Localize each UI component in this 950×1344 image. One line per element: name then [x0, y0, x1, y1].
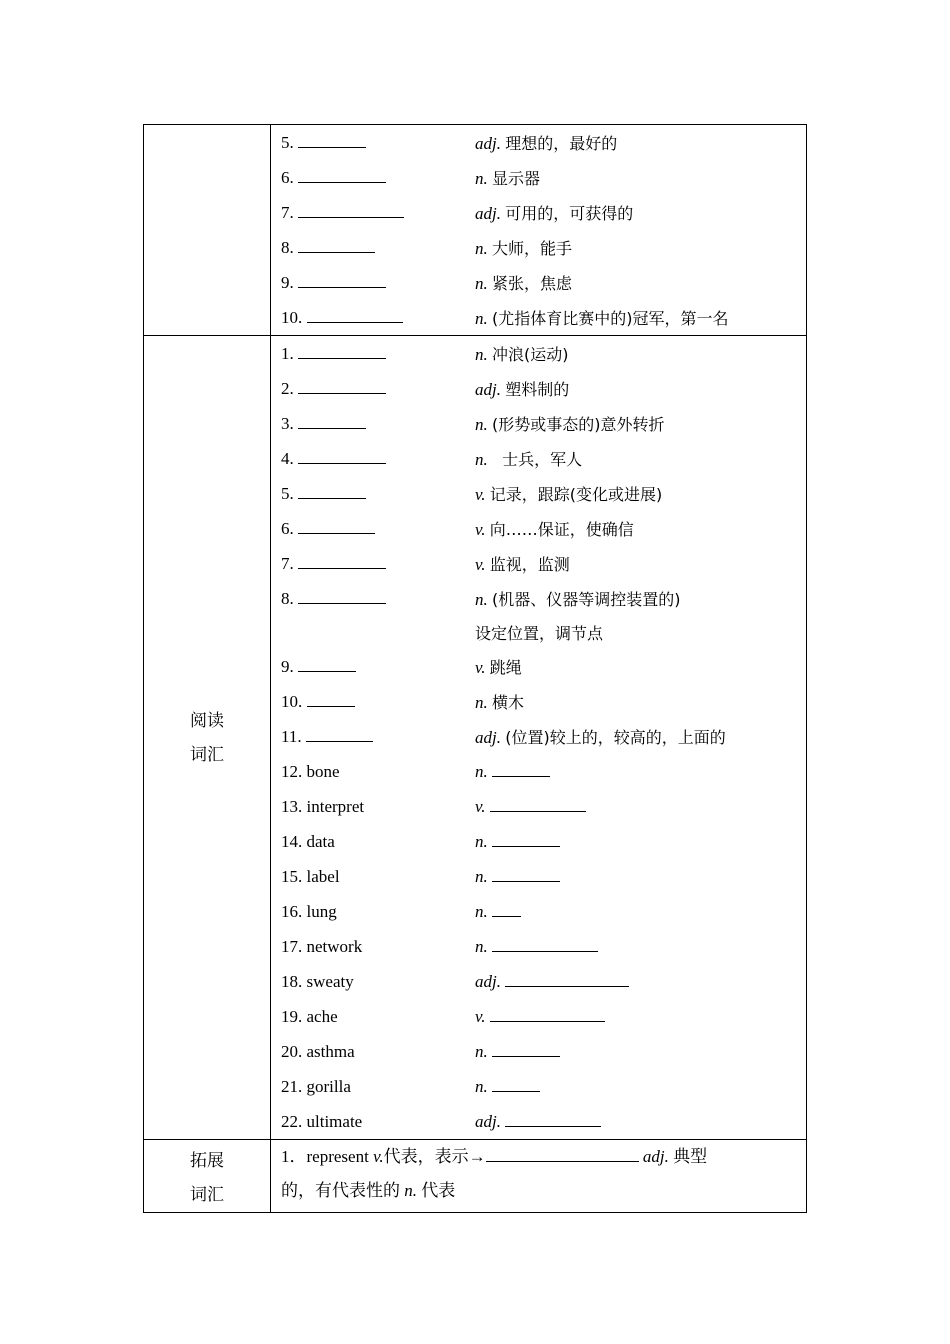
english-word: network [306, 936, 363, 956]
part-of-speech: n. [404, 1181, 417, 1200]
english-word: gorilla [306, 1076, 351, 1096]
answer-blank[interactable] [505, 1112, 601, 1127]
part-of-speech: adj. [475, 728, 501, 747]
word-cell [281, 168, 475, 188]
chinese-meaning: (形势或事态的)意外转折 [492, 415, 665, 434]
word-cell [281, 972, 475, 992]
chinese-meaning: 紧张，焦虑 [492, 274, 573, 293]
answer-blank[interactable] [492, 1077, 540, 1092]
chinese-meaning: 塑料制的 [505, 380, 570, 399]
meaning-cell [475, 482, 806, 505]
extension-line-2 [281, 1174, 796, 1208]
vocabulary-table [143, 124, 807, 1213]
answer-blank[interactable] [298, 657, 356, 672]
part-of-speech: n. [475, 345, 488, 364]
section-row-1 [144, 125, 807, 336]
word-cell [281, 203, 475, 223]
word-cell [281, 1077, 475, 1097]
answer-blank[interactable] [492, 762, 550, 777]
item-number: 10. [281, 691, 303, 711]
item-number: 9. [281, 656, 294, 676]
english-word: bone [306, 761, 340, 781]
word-cell [281, 1112, 475, 1132]
answer-blank[interactable] [490, 1007, 605, 1022]
vocab-row [281, 300, 806, 335]
meaning-cell [475, 587, 806, 610]
item-number: 15. [281, 866, 303, 886]
part-of-speech: n. [475, 274, 488, 293]
answer-blank[interactable] [492, 832, 560, 847]
item-number: 6. [281, 167, 294, 187]
meaning-cell [475, 655, 806, 678]
meaning-cell [475, 1007, 806, 1027]
part-of-speech: v. [475, 555, 486, 574]
meaning-cell [475, 447, 806, 470]
word-cell [281, 937, 475, 957]
item-number: 8. [281, 237, 294, 257]
vocab-row [281, 336, 806, 371]
item-number: 10. [281, 307, 303, 327]
item-number: 3. [281, 413, 294, 433]
answer-blank[interactable] [492, 937, 598, 952]
word-cell [281, 484, 475, 504]
word-cell [281, 554, 475, 574]
word-cell [281, 1042, 475, 1062]
meaning-cell [475, 867, 806, 887]
section-row-3 [144, 1140, 807, 1213]
ext-text: 的，有代表性的 [281, 1181, 405, 1200]
answer-blank[interactable] [298, 379, 386, 394]
vocab-row [281, 929, 806, 964]
chinese-meaning: 向……保证，使确信 [489, 520, 634, 539]
answer-blank[interactable] [298, 414, 366, 429]
vocab-row [281, 684, 806, 719]
answer-blank[interactable] [486, 1147, 639, 1162]
meaning-cell [475, 690, 806, 713]
chinese-meaning: 冲浪(运动) [492, 345, 569, 364]
vocab-row [281, 859, 806, 894]
word-cell [281, 519, 475, 539]
part-of-speech: v. [475, 485, 486, 504]
vocab-row [281, 1069, 806, 1104]
chinese-meaning: 士兵，军人 [492, 450, 583, 469]
chinese-meaning: 显示器 [492, 169, 541, 188]
word-cell [281, 797, 475, 817]
chinese-meaning: 跳绳 [489, 658, 522, 677]
ext-text: 代表 [421, 1181, 456, 1200]
chinese-meaning: 监视，监测 [489, 555, 570, 574]
meaning-cell [475, 342, 806, 365]
answer-blank[interactable] [492, 902, 521, 917]
meaning-cell [475, 236, 806, 259]
section-label-reading [144, 336, 271, 1140]
part-of-speech: n. [475, 239, 488, 258]
part-of-speech: adj. [475, 971, 501, 991]
meaning-cell [475, 517, 806, 540]
item-number: 17. [281, 936, 303, 956]
part-of-speech: v. [475, 520, 486, 539]
word-cell [281, 657, 475, 677]
vocab-row [281, 719, 806, 754]
ext-text: 典型 [673, 1147, 708, 1166]
meaning-cell [475, 725, 806, 748]
label-line: 拓展 [190, 1151, 224, 1171]
part-of-speech: v. [475, 796, 486, 816]
meaning-cell [475, 797, 806, 817]
part-of-speech: n. [475, 1076, 488, 1096]
answer-blank[interactable] [492, 1042, 560, 1057]
part-of-speech: n. [475, 831, 488, 851]
section-label-extension [144, 1140, 271, 1213]
vocab-row [281, 964, 806, 999]
word-cell [281, 379, 475, 399]
vocab-row [281, 265, 806, 300]
part-of-speech: adj. [638, 1147, 669, 1166]
meaning-cell [475, 832, 806, 852]
item-number: 21. [281, 1076, 303, 1096]
meaning-cell [475, 271, 806, 294]
answer-blank[interactable] [298, 168, 386, 183]
vocab-row [281, 999, 806, 1034]
section-label-empty [144, 125, 271, 336]
part-of-speech: adj. [475, 380, 501, 399]
word-cell [281, 414, 475, 434]
answer-blank[interactable] [307, 692, 355, 707]
answer-blank[interactable] [298, 344, 386, 359]
meaning-cell [475, 972, 806, 992]
answer-blank[interactable] [492, 867, 560, 882]
vocab-row [281, 546, 806, 581]
vocab-row [281, 824, 806, 859]
vocab-row-continuation [281, 616, 806, 649]
word-cell [281, 238, 475, 258]
part-of-speech: adj. [475, 134, 501, 153]
answer-blank[interactable] [298, 449, 386, 464]
chinese-meaning: 可用的，可获得的 [505, 204, 634, 223]
vocab-row [281, 125, 806, 160]
word-cell [281, 832, 475, 852]
english-word: asthma [306, 1041, 355, 1061]
part-of-speech: n. [475, 450, 488, 469]
label-line: 词汇 [190, 744, 224, 765]
chinese-meaning: 理想的，最好的 [505, 134, 618, 153]
vocab-row [281, 476, 806, 511]
item-number: 6. [281, 518, 294, 538]
ext-text: 代表，表示→ [383, 1147, 486, 1166]
label-line: 词汇 [190, 1185, 224, 1205]
english-word: sweaty [306, 971, 354, 991]
english-word: ultimate [306, 1111, 363, 1131]
answer-blank[interactable] [490, 797, 586, 812]
word-cell [281, 1007, 475, 1027]
meaning-cell [475, 306, 806, 329]
part-of-speech: n. [475, 169, 488, 188]
answer-blank[interactable] [505, 972, 629, 987]
word-cell [281, 308, 475, 328]
part-of-speech: n. [475, 693, 488, 712]
answer-blank[interactable] [298, 554, 386, 569]
part-of-speech: n. [475, 761, 488, 781]
word-cell [281, 589, 475, 609]
part-of-speech: n. [475, 901, 488, 921]
item-number: 12. [281, 761, 303, 781]
extension-line-1 [281, 1140, 796, 1174]
meaning-cell [475, 1042, 806, 1062]
chinese-meaning: 设定位置，调节点 [475, 624, 604, 643]
meaning-cell [475, 166, 806, 189]
label-line: 阅读 [190, 710, 224, 731]
section-content-1 [271, 125, 807, 336]
item-number: 13. [281, 796, 303, 816]
vocab-row [281, 789, 806, 824]
vocab-row [281, 371, 806, 406]
vocab-row [281, 581, 806, 616]
part-of-speech: n. [475, 866, 488, 886]
vocab-row [281, 511, 806, 546]
vocab-row [281, 160, 806, 195]
answer-blank[interactable] [307, 308, 403, 323]
word-cell [281, 762, 475, 782]
part-of-speech: v. [475, 1006, 486, 1026]
vocab-row [281, 195, 806, 230]
row-list [271, 125, 806, 335]
answer-blank[interactable] [298, 484, 366, 499]
word-cell [281, 344, 475, 364]
answer-blank[interactable] [298, 589, 386, 604]
part-of-speech: adj. [475, 1111, 501, 1131]
extension-text [271, 1140, 806, 1208]
part-of-speech: n. [475, 309, 488, 328]
answer-blank[interactable] [298, 133, 366, 148]
part-of-speech: v. [373, 1147, 384, 1166]
answer-blank[interactable] [298, 238, 375, 253]
meaning-cell [475, 131, 806, 154]
part-of-speech: v. [475, 658, 486, 677]
english-word: interpret [306, 796, 365, 816]
chinese-meaning: (机器、仪器等调控装置的) [492, 590, 681, 609]
meaning-cell [475, 1077, 806, 1097]
word-cell [281, 273, 475, 293]
part-of-speech: n. [475, 415, 488, 434]
section-content-3 [271, 1140, 807, 1213]
answer-blank[interactable] [298, 519, 375, 534]
item-number: 1. [281, 343, 294, 363]
section-content-2 [271, 336, 807, 1140]
item-number: 5. [281, 483, 294, 503]
chinese-meaning: 大师，能手 [492, 239, 573, 258]
word-cell [281, 727, 475, 747]
chinese-meaning: 横木 [492, 693, 525, 712]
item-number: 9. [281, 272, 294, 292]
vocab-row [281, 649, 806, 684]
chinese-meaning: 记录，跟踪(变化或进展) [489, 485, 663, 504]
meaning-cell [475, 902, 806, 922]
item-number: 2. [281, 378, 294, 398]
vocab-row [281, 230, 806, 265]
item-number: 18. [281, 971, 303, 991]
english-word: ache [306, 1006, 338, 1026]
meaning-cell [475, 377, 806, 400]
meaning-cell [475, 201, 806, 224]
item-number: 4. [281, 448, 294, 468]
item-number: 11. [281, 726, 302, 746]
answer-blank[interactable] [298, 203, 404, 218]
english-word: label [306, 866, 340, 886]
vocab-row [281, 1104, 806, 1139]
word-cell [281, 692, 475, 712]
word-cell [281, 133, 475, 153]
item-number: 19. [281, 1006, 303, 1026]
part-of-speech: n. [475, 590, 488, 609]
item-number: 20. [281, 1041, 303, 1061]
vocab-row [281, 754, 806, 789]
item-number: 5. [281, 132, 294, 152]
meaning-cell [475, 762, 806, 782]
part-of-speech: n. [475, 936, 488, 956]
section-row-2 [144, 336, 807, 1140]
word-cell [281, 867, 475, 887]
vocab-row [281, 441, 806, 476]
chinese-meaning: (位置)较上的，较高的，上面的 [505, 728, 726, 747]
item-number: 8. [281, 588, 294, 608]
item-number: 22. [281, 1111, 303, 1131]
meaning-cell [475, 937, 806, 957]
meaning-cell [475, 552, 806, 575]
word-cell [281, 902, 475, 922]
answer-blank[interactable] [306, 727, 373, 742]
row-list [271, 336, 806, 1139]
chinese-meaning: (尤指体育比赛中的)冠军，第一名 [492, 309, 729, 328]
item-number: 14. [281, 831, 303, 851]
english-word: lung [306, 901, 337, 921]
part-of-speech: adj. [475, 204, 501, 223]
item-number: 7. [281, 553, 294, 573]
ext-text: 1．represent [281, 1147, 374, 1166]
vocab-row [281, 1034, 806, 1069]
part-of-speech: n. [475, 1041, 488, 1061]
item-number: 16. [281, 901, 303, 921]
word-cell [281, 449, 475, 469]
vocab-row [281, 894, 806, 929]
vocab-row [281, 406, 806, 441]
item-number: 7. [281, 202, 294, 222]
english-word: data [306, 831, 335, 851]
meaning-cell [475, 1112, 806, 1132]
meaning-cell [475, 412, 806, 435]
answer-blank[interactable] [298, 273, 386, 288]
